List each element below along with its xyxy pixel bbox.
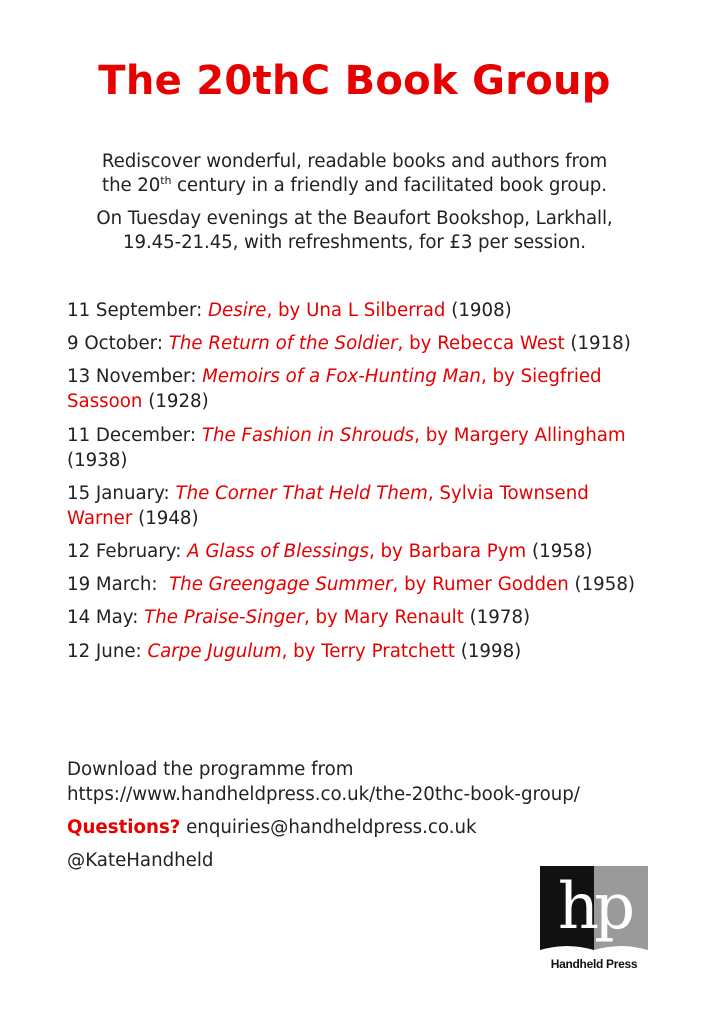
questions-label: Questions? [67, 817, 181, 838]
book-year: (1908) [445, 300, 512, 321]
book-year: (1978) [463, 607, 531, 629]
book-year: (1998) [454, 640, 522, 662]
page-title: The 20thC Book Group [98, 58, 611, 104]
book-author: , by Barbara Pym [368, 540, 527, 562]
event-date: 12 June: [67, 640, 148, 662]
intro-superscript: th [160, 174, 172, 187]
questions-line [67, 815, 607, 840]
book-author: , by Terry Pratchett [281, 640, 455, 662]
book-year: (1918) [564, 333, 631, 355]
twitter-line [67, 848, 607, 873]
email-link[interactable]: enquiries@handheldpress.co.uk [180, 817, 477, 838]
event-list [67, 298, 657, 672]
list-item [67, 639, 657, 664]
intro-line-3: On Tuesday evenings at the Beaufort Bookshop, Larkhall, [96, 208, 613, 229]
book-title: Desire [208, 300, 267, 321]
book-author: , by Rumer Godden [392, 574, 569, 596]
publisher-logo [540, 866, 648, 971]
book-title: The Return of the Soldier [168, 333, 398, 355]
list-item [67, 605, 657, 630]
book-year: (1958) [526, 540, 593, 562]
list-item [67, 298, 657, 323]
book-title: Carpe Jugulum [147, 640, 282, 662]
book-author: , by Siegfried Sassoon [67, 366, 602, 413]
twitter-handle[interactable]: @KateHandheld [67, 850, 214, 871]
book-year: (1958) [568, 574, 635, 596]
book-title: A Glass of Blessings [187, 540, 369, 562]
list-item [67, 481, 657, 531]
list-item [67, 572, 657, 597]
download-info [67, 757, 607, 807]
list-item [67, 423, 657, 473]
download-text: Download the programme from [67, 759, 354, 780]
event-date: 9 October: [67, 333, 169, 355]
intro-line-4: 19.45-21.45, with refreshments, for £3 per session. [123, 232, 586, 253]
hp-logo-icon [540, 866, 648, 954]
download-link[interactable]: https://www.handheldpress.co.uk/the-20thc-book-group/ [67, 784, 580, 805]
intro-line-1: Rediscover wonderful, readable books and authors from [101, 151, 608, 172]
list-item [67, 331, 657, 356]
book-year: (1938) [67, 449, 128, 471]
event-date: 15 January: [67, 482, 176, 504]
list-item [67, 364, 657, 414]
book-title: The Greengage Summer [169, 574, 393, 596]
event-date: 12 February: [67, 540, 188, 562]
list-item [67, 539, 657, 564]
intro [40, 150, 669, 264]
book-title: Memoirs of a Fox-Hunting Man [202, 366, 481, 388]
footer [67, 757, 607, 881]
book-author: , by Rebecca West [397, 333, 565, 355]
book-title: The Praise-Singer [144, 607, 304, 629]
intro-schedule [40, 207, 669, 255]
book-title: The Corner That Held Them [175, 482, 428, 504]
event-date: 11 September: [67, 300, 209, 321]
event-date: 11 December: [67, 424, 202, 446]
book-author: , by Mary Renault [303, 607, 464, 629]
intro-description [40, 150, 669, 198]
book-title: The Fashion in Shrouds [201, 424, 415, 446]
book-year: (1948) [132, 507, 199, 529]
publisher-name: Handheld Press [550, 957, 638, 971]
book-author: , by Margery Allingham [414, 424, 626, 446]
event-date: 13 November: [67, 366, 203, 388]
event-date: 14 May: [67, 607, 145, 629]
intro-line-2-start: the 20 [102, 175, 161, 196]
event-date: 19 March: [67, 574, 170, 596]
book-year: (1928) [142, 391, 209, 413]
intro-line-2-end: century in a friendly and facilitated book group. [171, 175, 607, 196]
book-author: , by Una L Silberrad [266, 300, 446, 321]
book-author: , Sylvia Townsend Warner [67, 482, 589, 529]
logo-mark: hp [557, 870, 631, 944]
